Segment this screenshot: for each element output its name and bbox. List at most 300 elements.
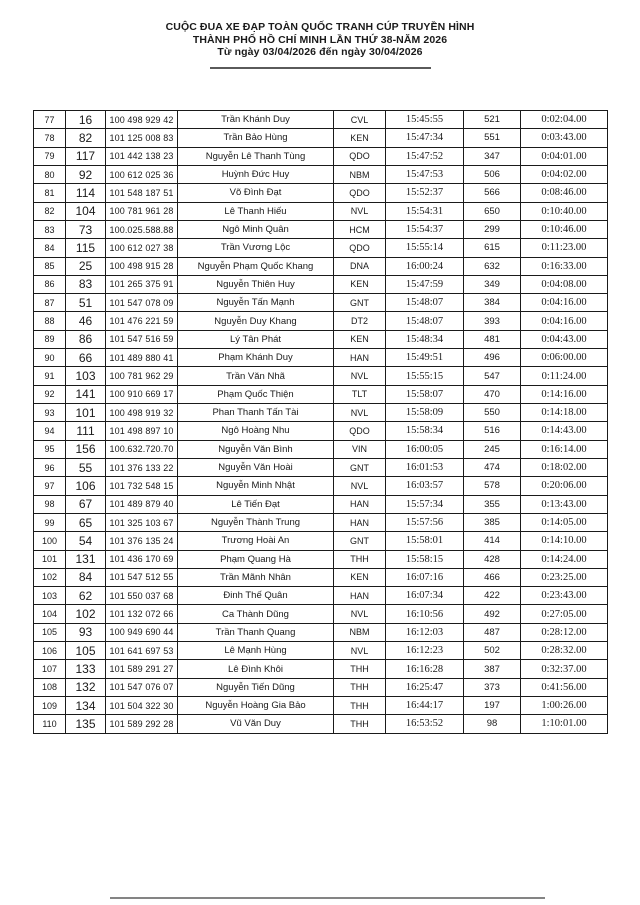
cell-bib: 115	[66, 239, 106, 257]
table-row	[34, 330, 608, 348]
cell-id: 101 489 879 40	[106, 495, 178, 513]
cell-team: HAN	[334, 587, 386, 605]
table-row	[34, 385, 608, 403]
cell-name: Ngô Minh Quân	[178, 220, 334, 238]
cell-points: 516	[464, 422, 521, 440]
cell-gap: 0:04:16.00	[521, 294, 608, 312]
cell-id: 101 476 221 59	[106, 312, 178, 330]
cell-rank: 77	[34, 111, 66, 129]
cell-team: DT2	[334, 312, 386, 330]
cell-name: Ngô Hoàng Nhu	[178, 422, 334, 440]
cell-bib: 103	[66, 367, 106, 385]
cell-rank: 89	[34, 330, 66, 348]
cell-points: 492	[464, 605, 521, 623]
cell-team: KEN	[334, 568, 386, 586]
cell-rank: 83	[34, 220, 66, 238]
cell-id: 101 132 072 66	[106, 605, 178, 623]
cell-time: 16:07:34	[386, 587, 464, 605]
cell-points: 506	[464, 165, 521, 183]
cell-team: NVL	[334, 404, 386, 422]
cell-time: 15:45:55	[386, 111, 464, 129]
cell-points: 466	[464, 568, 521, 586]
cell-time: 15:47:53	[386, 165, 464, 183]
cell-team: NVL	[334, 642, 386, 660]
cell-id: 101 504 322 30	[106, 697, 178, 715]
cell-id: 100 910 669 17	[106, 385, 178, 403]
cell-name: Nguyễn Phạm Quốc Khang	[178, 257, 334, 275]
cell-rank: 78	[34, 129, 66, 147]
cell-rank: 98	[34, 495, 66, 513]
cell-bib: 102	[66, 605, 106, 623]
cell-id: 100 498 915 28	[106, 257, 178, 275]
cell-id: 101 547 078 09	[106, 294, 178, 312]
cell-gap: 0:14:16.00	[521, 385, 608, 403]
title-line-1: CUỘC ĐUA XE ĐẠP TOÀN QUỐC TRANH CÚP TRUYỀN HÌNH	[165, 21, 475, 33]
table-row	[34, 257, 608, 275]
table-row	[34, 422, 608, 440]
cell-team: THH	[334, 660, 386, 678]
table-row	[34, 623, 608, 641]
cell-id: 101 589 291 27	[106, 660, 178, 678]
cell-id: 100 498 929 42	[106, 111, 178, 129]
header-divider-line	[210, 67, 431, 69]
cell-bib: 51	[66, 294, 106, 312]
cell-time: 15:48:07	[386, 294, 464, 312]
cell-rank: 104	[34, 605, 66, 623]
cell-rank: 110	[34, 715, 66, 733]
cell-points: 481	[464, 330, 521, 348]
cell-team: VIN	[334, 440, 386, 458]
cell-points: 393	[464, 312, 521, 330]
cell-id: 100 612 025 36	[106, 165, 178, 183]
cell-name: Lê Tiến Đạt	[178, 495, 334, 513]
cell-id: 100 781 961 28	[106, 202, 178, 220]
cell-points: 615	[464, 239, 521, 257]
table-row	[34, 312, 608, 330]
cell-gap: 0:04:43.00	[521, 330, 608, 348]
cell-name: Trương Hoài An	[178, 532, 334, 550]
cell-team: HAN	[334, 349, 386, 367]
table-row	[34, 294, 608, 312]
cell-bib: 46	[66, 312, 106, 330]
table-row	[34, 202, 608, 220]
cell-gap: 0:23:25.00	[521, 568, 608, 586]
cell-bib: 86	[66, 330, 106, 348]
table-row	[34, 458, 608, 476]
table-row	[34, 568, 608, 586]
table-row	[34, 587, 608, 605]
cell-time: 15:58:34	[386, 422, 464, 440]
cell-rank: 79	[34, 147, 66, 165]
cell-rank: 91	[34, 367, 66, 385]
cell-rank: 86	[34, 275, 66, 293]
cell-team: QDO	[334, 239, 386, 257]
cell-time: 16:25:47	[386, 678, 464, 696]
cell-gap: 0:10:40.00	[521, 202, 608, 220]
cell-team: KEN	[334, 129, 386, 147]
cell-time: 15:57:56	[386, 513, 464, 531]
cell-rank: 82	[34, 202, 66, 220]
title-line-2: THÀNH PHỐ HỒ CHÍ MINH LẦN THỨ 38-NĂM 2026	[192, 33, 448, 46]
results-table-body	[34, 111, 608, 734]
cell-bib: 141	[66, 385, 106, 403]
cell-id: 101 550 037 68	[106, 587, 178, 605]
cell-gap: 0:11:24.00	[521, 367, 608, 385]
cell-name: Trần Vương Lộc	[178, 239, 334, 257]
cell-time: 15:48:34	[386, 330, 464, 348]
cell-rank: 102	[34, 568, 66, 586]
table-row	[34, 660, 608, 678]
cell-gap: 0:20:06.00	[521, 477, 608, 495]
cell-rank: 93	[34, 404, 66, 422]
cell-points: 422	[464, 587, 521, 605]
cell-points: 385	[464, 513, 521, 531]
cell-points: 387	[464, 660, 521, 678]
cell-name: Nguyễn Hoàng Gia Bảo	[178, 697, 334, 715]
cell-time: 15:48:07	[386, 312, 464, 330]
cell-name: Phan Thanh Tấn Tài	[178, 404, 334, 422]
cell-points: 650	[464, 202, 521, 220]
cell-rank: 107	[34, 660, 66, 678]
cell-team: HAN	[334, 495, 386, 513]
cell-team: THH	[334, 678, 386, 696]
table-row	[34, 697, 608, 715]
cell-bib: 25	[66, 257, 106, 275]
cell-name: Lê Đình Khôi	[178, 660, 334, 678]
cell-team: TLT	[334, 385, 386, 403]
cell-rank: 85	[34, 257, 66, 275]
cell-rank: 88	[34, 312, 66, 330]
cell-id: 101 548 187 51	[106, 184, 178, 202]
table-row	[34, 275, 608, 293]
cell-gap: 0:32:37.00	[521, 660, 608, 678]
cell-bib: 156	[66, 440, 106, 458]
cell-team: CVL	[334, 111, 386, 129]
cell-team: HAN	[334, 513, 386, 531]
cell-name: Nguyễn Tiến Dũng	[178, 678, 334, 696]
cell-team: THH	[334, 550, 386, 568]
cell-points: 566	[464, 184, 521, 202]
cell-time: 15:47:59	[386, 275, 464, 293]
cell-gap: 1:10:01.00	[521, 715, 608, 733]
table-row	[34, 184, 608, 202]
cell-name: Trần Khánh Duy	[178, 111, 334, 129]
cell-rank: 100	[34, 532, 66, 550]
cell-bib: 73	[66, 220, 106, 238]
cell-bib: 84	[66, 568, 106, 586]
cell-id: 100.025.588.88	[106, 220, 178, 238]
cell-time: 16:01:53	[386, 458, 464, 476]
cell-id: 101 376 135 24	[106, 532, 178, 550]
table-row	[34, 550, 608, 568]
cell-rank: 81	[34, 184, 66, 202]
cell-name: Nguyễn Duy Khang	[178, 312, 334, 330]
cell-name: Phạm Quang Hà	[178, 550, 334, 568]
cell-team: DNA	[334, 257, 386, 275]
cell-time: 15:47:52	[386, 147, 464, 165]
cell-points: 384	[464, 294, 521, 312]
cell-rank: 80	[34, 165, 66, 183]
cell-team: GNT	[334, 532, 386, 550]
cell-name: Trần Bảo Hùng	[178, 129, 334, 147]
cell-bib: 114	[66, 184, 106, 202]
cell-name: Phạm Khánh Duy	[178, 349, 334, 367]
cell-rank: 96	[34, 458, 66, 476]
cell-id: 100 612 027 38	[106, 239, 178, 257]
cell-points: 349	[464, 275, 521, 293]
table-row	[34, 532, 608, 550]
cell-time: 15:49:51	[386, 349, 464, 367]
table-row	[34, 404, 608, 422]
cell-rank: 101	[34, 550, 66, 568]
cell-rank: 99	[34, 513, 66, 531]
cell-gap: 0:10:46.00	[521, 220, 608, 238]
cell-id: 101 547 512 55	[106, 568, 178, 586]
cell-team: NBM	[334, 623, 386, 641]
cell-points: 299	[464, 220, 521, 238]
cell-team: KEN	[334, 275, 386, 293]
cell-rank: 106	[34, 642, 66, 660]
cell-id: 101 489 880 41	[106, 349, 178, 367]
cell-bib: 101	[66, 404, 106, 422]
table-row	[34, 111, 608, 129]
cell-name: Võ Đình Đạt	[178, 184, 334, 202]
cell-gap: 0:23:43.00	[521, 587, 608, 605]
cell-gap: 0:18:02.00	[521, 458, 608, 476]
cell-bib: 135	[66, 715, 106, 733]
cell-gap: 0:14:18.00	[521, 404, 608, 422]
cell-name: Trần Mãnh Nhân	[178, 568, 334, 586]
cell-rank: 84	[34, 239, 66, 257]
cell-rank: 95	[34, 440, 66, 458]
cell-points: 578	[464, 477, 521, 495]
cell-time: 16:00:24	[386, 257, 464, 275]
cell-bib: 104	[66, 202, 106, 220]
cell-bib: 62	[66, 587, 106, 605]
title-line-3: Từ ngày 03/04/2026 đến ngày 30/04/2026	[217, 46, 423, 58]
cell-team: NVL	[334, 477, 386, 495]
table-row	[34, 678, 608, 696]
cell-points: 632	[464, 257, 521, 275]
table-row	[34, 513, 608, 531]
cell-gap: 0:04:02.00	[521, 165, 608, 183]
cell-bib: 82	[66, 129, 106, 147]
cell-gap: 0:14:10.00	[521, 532, 608, 550]
cell-rank: 90	[34, 349, 66, 367]
cell-gap: 0:11:23.00	[521, 239, 608, 257]
cell-name: Huỳnh Đức Huy	[178, 165, 334, 183]
cell-bib: 93	[66, 623, 106, 641]
cell-team: GNT	[334, 458, 386, 476]
cell-id: 101 442 138 23	[106, 147, 178, 165]
cell-id: 101 125 008 83	[106, 129, 178, 147]
cell-id: 101 376 133 22	[106, 458, 178, 476]
cell-time: 15:54:31	[386, 202, 464, 220]
cell-id: 101 589 292 28	[106, 715, 178, 733]
cell-points: 347	[464, 147, 521, 165]
cell-id: 100 949 690 44	[106, 623, 178, 641]
cell-points: 373	[464, 678, 521, 696]
table-row	[34, 220, 608, 238]
cell-bib: 83	[66, 275, 106, 293]
cell-team: GNT	[334, 294, 386, 312]
cell-gap: 0:41:56.00	[521, 678, 608, 696]
cell-bib: 92	[66, 165, 106, 183]
cell-time: 16:12:23	[386, 642, 464, 660]
cell-gap: 0:14:24.00	[521, 550, 608, 568]
table-row	[34, 367, 608, 385]
cell-id: 101 732 548 15	[106, 477, 178, 495]
table-row	[34, 715, 608, 733]
cell-rank: 97	[34, 477, 66, 495]
table-row	[34, 165, 608, 183]
cell-gap: 0:08:46.00	[521, 184, 608, 202]
cell-bib: 132	[66, 678, 106, 696]
cell-points: 547	[464, 367, 521, 385]
cell-name: Nguyễn Thành Trung	[178, 513, 334, 531]
cell-name: Nguyễn Văn Bình	[178, 440, 334, 458]
cell-points: 470	[464, 385, 521, 403]
cell-time: 15:55:15	[386, 367, 464, 385]
cell-bib: 133	[66, 660, 106, 678]
table-row	[34, 495, 608, 513]
cell-time: 16:00:05	[386, 440, 464, 458]
table-row	[34, 147, 608, 165]
cell-points: 245	[464, 440, 521, 458]
cell-gap: 0:04:08.00	[521, 275, 608, 293]
cell-points: 487	[464, 623, 521, 641]
cell-name: Ca Thành Dũng	[178, 605, 334, 623]
cell-bib: 65	[66, 513, 106, 531]
cell-team: THH	[334, 697, 386, 715]
cell-id: 101 498 897 10	[106, 422, 178, 440]
cell-time: 16:12:03	[386, 623, 464, 641]
cell-gap: 0:03:43.00	[521, 129, 608, 147]
cell-time: 16:44:17	[386, 697, 464, 715]
cell-gap: 0:06:00.00	[521, 349, 608, 367]
cell-name: Nguyễn Minh Nhật	[178, 477, 334, 495]
cell-id: 101 641 697 53	[106, 642, 178, 660]
table-row	[34, 440, 608, 458]
table-row	[34, 129, 608, 147]
table-row	[34, 477, 608, 495]
cell-bib: 117	[66, 147, 106, 165]
cell-name: Nguyễn Lê Thanh Tùng	[178, 147, 334, 165]
cell-time: 16:53:52	[386, 715, 464, 733]
cell-bib: 105	[66, 642, 106, 660]
cell-team: QDO	[334, 422, 386, 440]
cell-team: THH	[334, 715, 386, 733]
cell-gap: 0:04:16.00	[521, 312, 608, 330]
cell-id: 101 547 076 07	[106, 678, 178, 696]
table-row	[34, 239, 608, 257]
cell-team: NVL	[334, 202, 386, 220]
cell-rank: 103	[34, 587, 66, 605]
cell-time: 16:07:16	[386, 568, 464, 586]
cell-gap: 0:04:01.00	[521, 147, 608, 165]
cell-name: Lý Tân Phát	[178, 330, 334, 348]
cell-name: Lê Mạnh Hùng	[178, 642, 334, 660]
cell-name: Đinh Thế Quân	[178, 587, 334, 605]
cell-gap: 0:16:33.00	[521, 257, 608, 275]
cell-team: QDO	[334, 147, 386, 165]
results-table	[33, 110, 608, 734]
cell-gap: 1:00:26.00	[521, 697, 608, 715]
cell-bib: 16	[66, 111, 106, 129]
cell-bib: 67	[66, 495, 106, 513]
cell-time: 15:54:37	[386, 220, 464, 238]
cell-time: 16:10:56	[386, 605, 464, 623]
cell-team: KEN	[334, 330, 386, 348]
cell-points: 502	[464, 642, 521, 660]
cell-id: 101 436 170 69	[106, 550, 178, 568]
cell-bib: 55	[66, 458, 106, 476]
cell-name: Nguyễn Tấn Mạnh	[178, 294, 334, 312]
cell-time: 16:03:57	[386, 477, 464, 495]
cell-time: 16:16:28	[386, 660, 464, 678]
cell-points: 496	[464, 349, 521, 367]
cell-bib: 54	[66, 532, 106, 550]
cell-gap: 0:14:43.00	[521, 422, 608, 440]
cell-time: 15:47:34	[386, 129, 464, 147]
cell-id: 100 781 962 29	[106, 367, 178, 385]
document-header	[0, 21, 640, 59]
cell-name: Vũ Văn Duy	[178, 715, 334, 733]
cell-time: 15:57:34	[386, 495, 464, 513]
cell-points: 551	[464, 129, 521, 147]
cell-team: QDO	[334, 184, 386, 202]
cell-time: 15:52:37	[386, 184, 464, 202]
cell-gap: 0:13:43.00	[521, 495, 608, 513]
cell-points: 550	[464, 404, 521, 422]
cell-id: 101 265 375 91	[106, 275, 178, 293]
cell-bib: 131	[66, 550, 106, 568]
cell-bib: 106	[66, 477, 106, 495]
cell-rank: 94	[34, 422, 66, 440]
cell-rank: 105	[34, 623, 66, 641]
cell-time: 15:58:15	[386, 550, 464, 568]
cell-rank: 92	[34, 385, 66, 403]
cell-gap: 0:27:05.00	[521, 605, 608, 623]
cell-name: Nguyễn Thiên Huy	[178, 275, 334, 293]
table-row	[34, 605, 608, 623]
cell-gap: 0:28:32.00	[521, 642, 608, 660]
cell-points: 414	[464, 532, 521, 550]
cell-id: 100 498 919 32	[106, 404, 178, 422]
cell-gap: 0:02:04.00	[521, 111, 608, 129]
cell-points: 355	[464, 495, 521, 513]
cell-rank: 108	[34, 678, 66, 696]
cell-team: NVL	[334, 605, 386, 623]
cell-team: NBM	[334, 165, 386, 183]
cell-bib: 66	[66, 349, 106, 367]
cell-rank: 109	[34, 697, 66, 715]
cell-points: 428	[464, 550, 521, 568]
table-row	[34, 642, 608, 660]
cell-id: 101 547 516 59	[106, 330, 178, 348]
cell-time: 15:58:01	[386, 532, 464, 550]
cell-bib: 134	[66, 697, 106, 715]
cell-id: 101 325 103 67	[106, 513, 178, 531]
cell-time: 15:55:14	[386, 239, 464, 257]
cell-gap: 0:28:12.00	[521, 623, 608, 641]
cell-time: 15:58:07	[386, 385, 464, 403]
cell-gap: 0:14:05.00	[521, 513, 608, 531]
cell-name: Phạm Quốc Thiện	[178, 385, 334, 403]
cell-name: Lê Thanh Hiếu	[178, 202, 334, 220]
footer-divider-line	[110, 897, 545, 899]
cell-team: HCM	[334, 220, 386, 238]
